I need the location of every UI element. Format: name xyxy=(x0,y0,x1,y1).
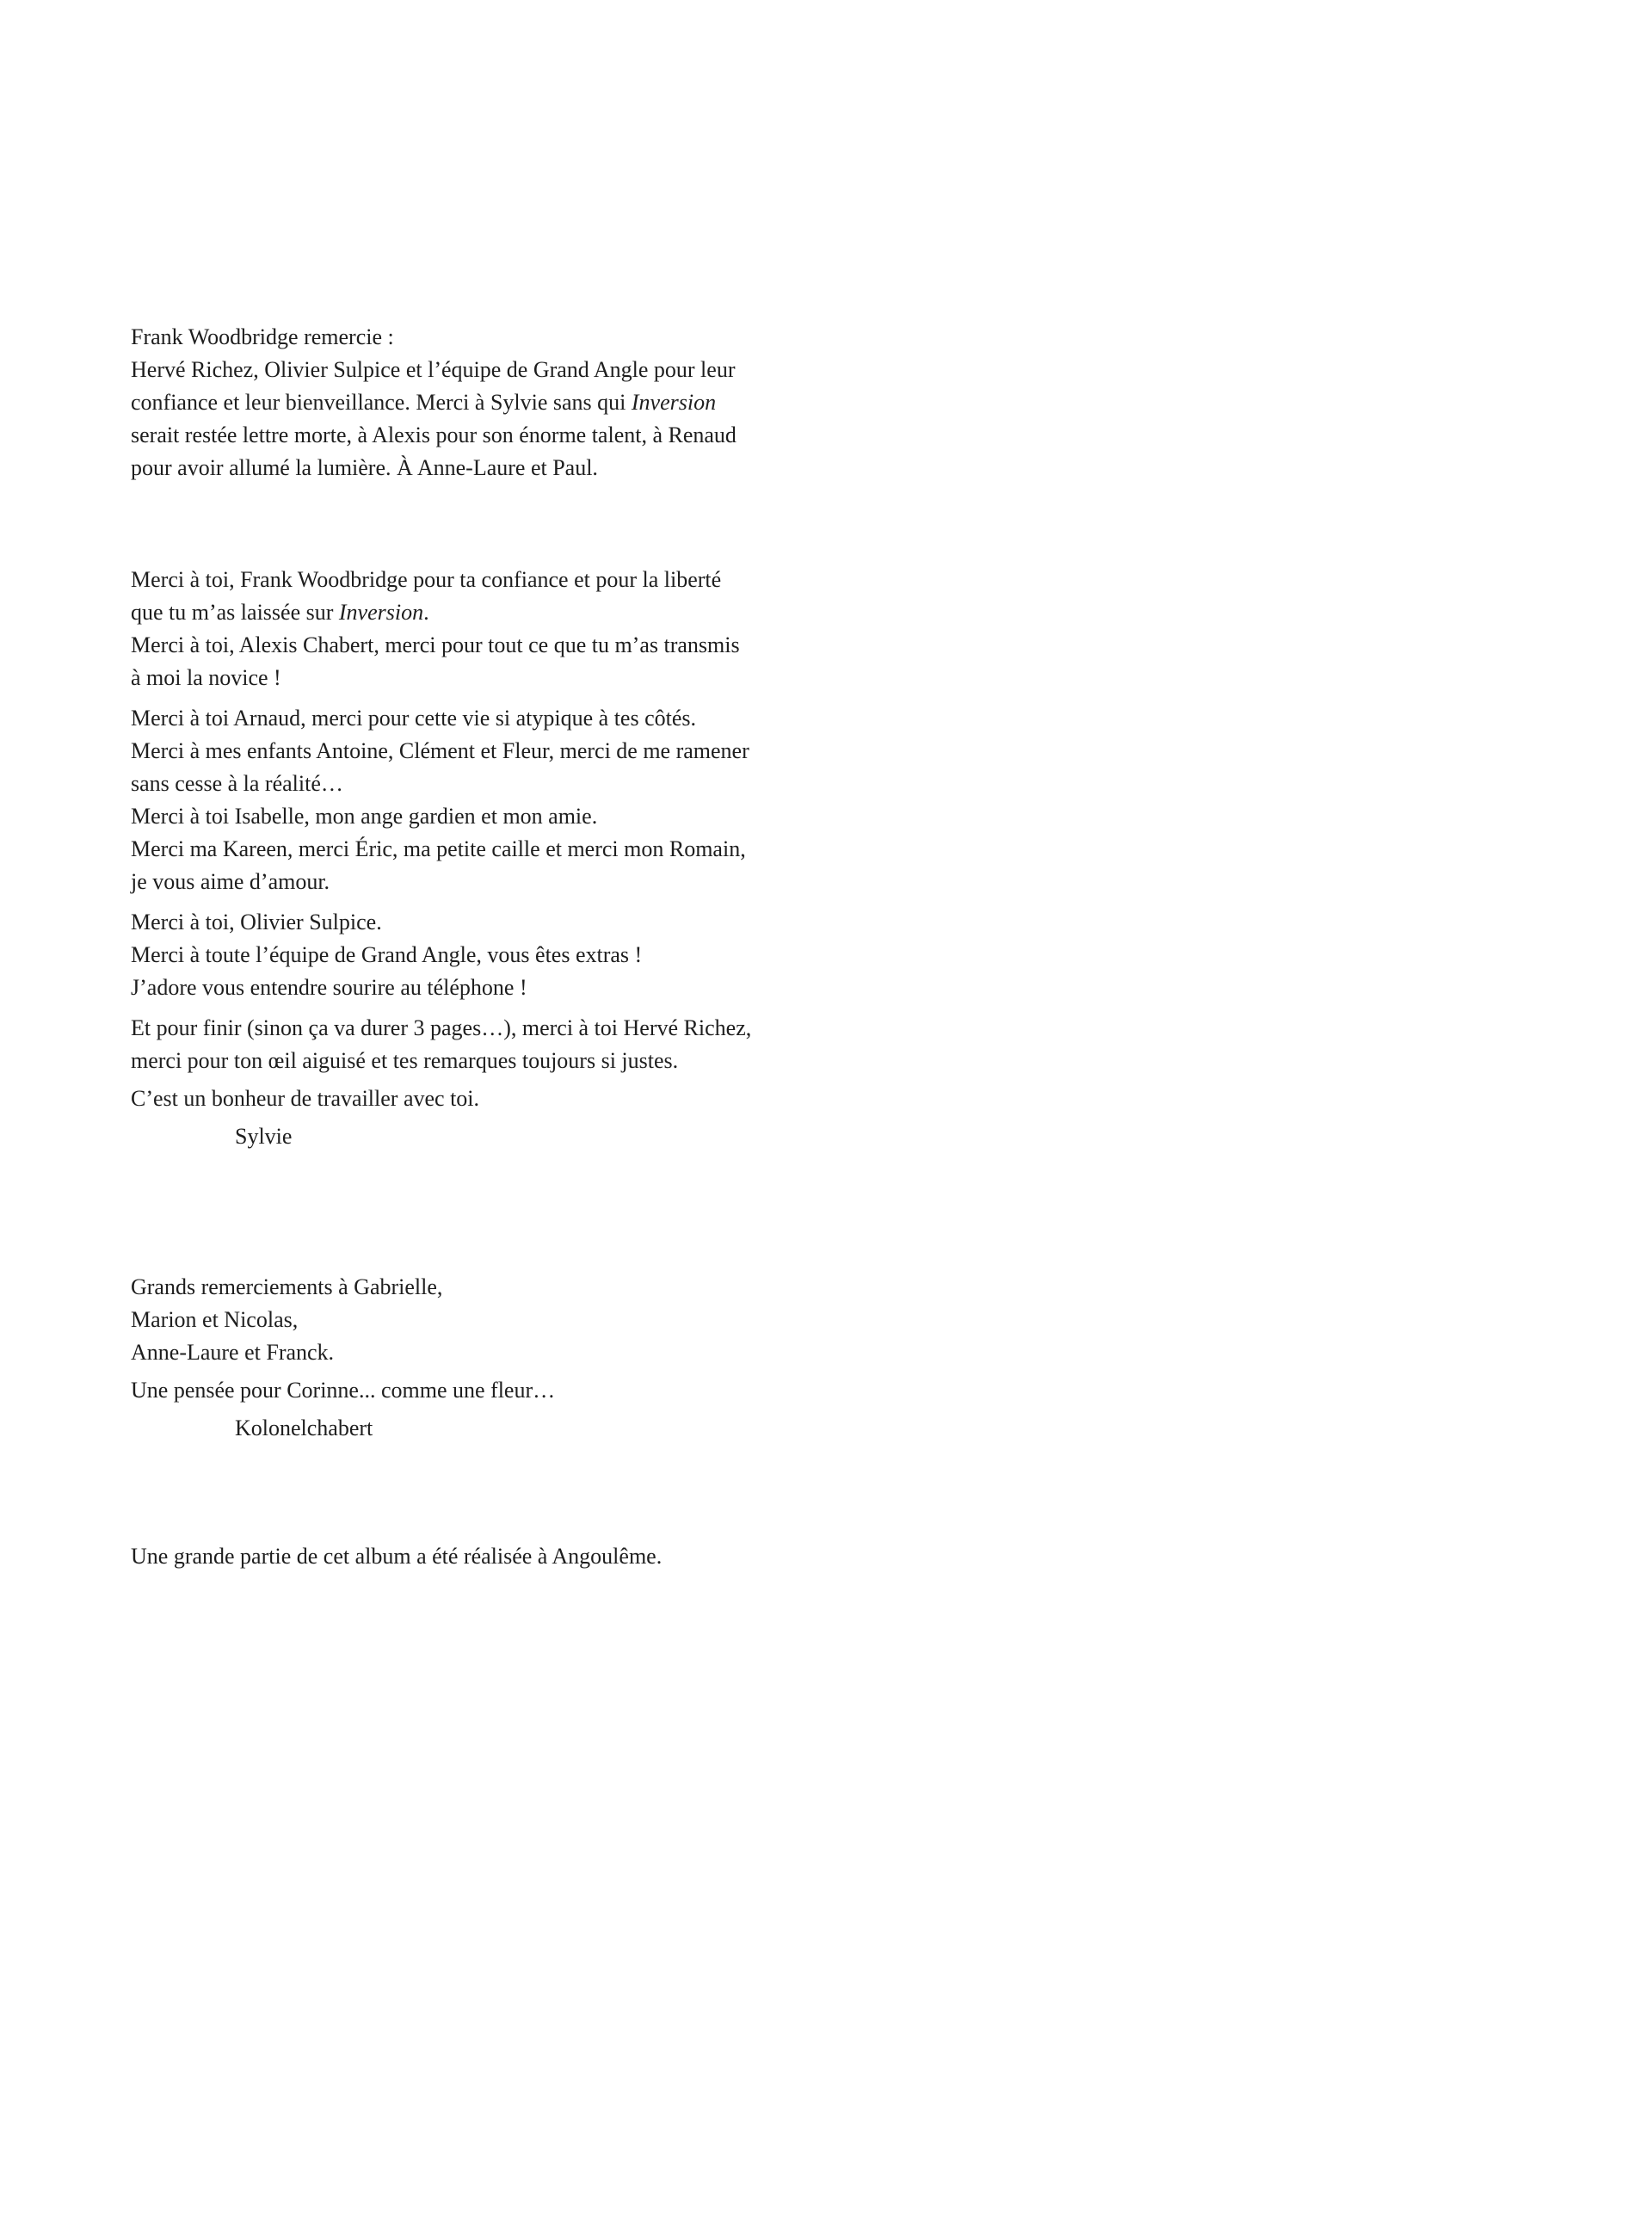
sylvie-p2-line: Merci à toi Isabelle, mon ange gardien et mon amie. xyxy=(131,804,598,829)
kolonel-line-3: Anne-Laure et Franck. xyxy=(131,1340,335,1365)
sylvie-p2-line: sans cesse à la réalité… xyxy=(131,771,343,796)
sylvie-p2-line: Merci ma Kareen, merci Éric, ma petite caille et merci mon Romain, xyxy=(131,836,746,861)
sylvie-p5-line: C’est un bonheur de travailler avec toi. xyxy=(131,1086,480,1111)
sylvie-p3-line: Merci à toi, Olivier Sulpice. xyxy=(131,910,382,934)
woodbridge-line-2 xyxy=(131,386,905,419)
sylvie-p4-line: Et pour finir (sinon ça va durer 3 pages…), merci à toi Hervé Richez, xyxy=(131,1015,752,1040)
sylvie-p1-line-4: à moi la novice ! xyxy=(131,665,281,690)
sylvie-p1-line-2 xyxy=(131,596,905,629)
sylvie-p2-line: je vous aime d’amour. xyxy=(131,869,330,894)
sylvie-p1-line-2-text: que tu m’as laissée sur xyxy=(131,600,339,625)
album-title-italic: Inversion xyxy=(338,600,424,625)
woodbridge-line-2-text: confiance et leur bienveillance. Merci à Sylvie sans qui xyxy=(131,390,632,415)
sylvie-p2-line: Merci à toi Arnaud, merci pour cette vie si atypique à tes côtés. xyxy=(131,706,696,731)
woodbridge-line-3: serait restée lettre morte, à Alexis pour son énorme talent, à Renaud xyxy=(131,423,737,447)
sylvie-p1-line-3: Merci à toi, Alexis Chabert, merci pour tout ce que tu m’as transmis xyxy=(131,632,740,657)
woodbridge-line-4: pour avoir allumé la lumière. À Anne-Laure et Paul. xyxy=(131,455,598,480)
woodbridge-thanks xyxy=(131,321,905,484)
kolonelchabert-thanks xyxy=(131,1271,905,1445)
sylvie-thanks xyxy=(131,564,905,1153)
sylvie-signature: Sylvie xyxy=(235,1124,293,1149)
woodbridge-line-1: Hervé Richez, Olivier Sulpice et l’équipe de Grand Angle pour leur xyxy=(131,357,736,382)
kolonel-line-1: Grands remerciements à Gabrielle, xyxy=(131,1274,443,1299)
sylvie-p4-line: merci pour ton œil aiguisé et tes remarques toujours si justes. xyxy=(131,1048,679,1073)
kolonel-line-2: Marion et Nicolas, xyxy=(131,1307,299,1332)
kolonel-signature: Kolonelchabert xyxy=(235,1416,373,1440)
woodbridge-heading: Frank Woodbridge remercie : xyxy=(131,324,394,349)
sylvie-p3-line: J’adore vous entendre sourire au téléphone ! xyxy=(131,975,527,1000)
kolonel-line-4: Une pensée pour Corinne... comme une fleur… xyxy=(131,1378,556,1403)
production-note-text: Une grande partie de cet album a été réalisée à Angoulême. xyxy=(131,1544,663,1569)
album-title-italic: Inversion xyxy=(631,390,717,415)
sylvie-p2-line: Merci à mes enfants Antoine, Clément et Fleur, merci de me ramener xyxy=(131,738,749,763)
sylvie-p1-line-2-end: . xyxy=(423,600,429,625)
production-note xyxy=(131,1540,905,1573)
sylvie-p1-line-1: Merci à toi, Frank Woodbridge pour ta confiance et pour la liberté xyxy=(131,567,722,592)
sylvie-p3-line: Merci à toute l’équipe de Grand Angle, vous êtes extras ! xyxy=(131,942,643,967)
